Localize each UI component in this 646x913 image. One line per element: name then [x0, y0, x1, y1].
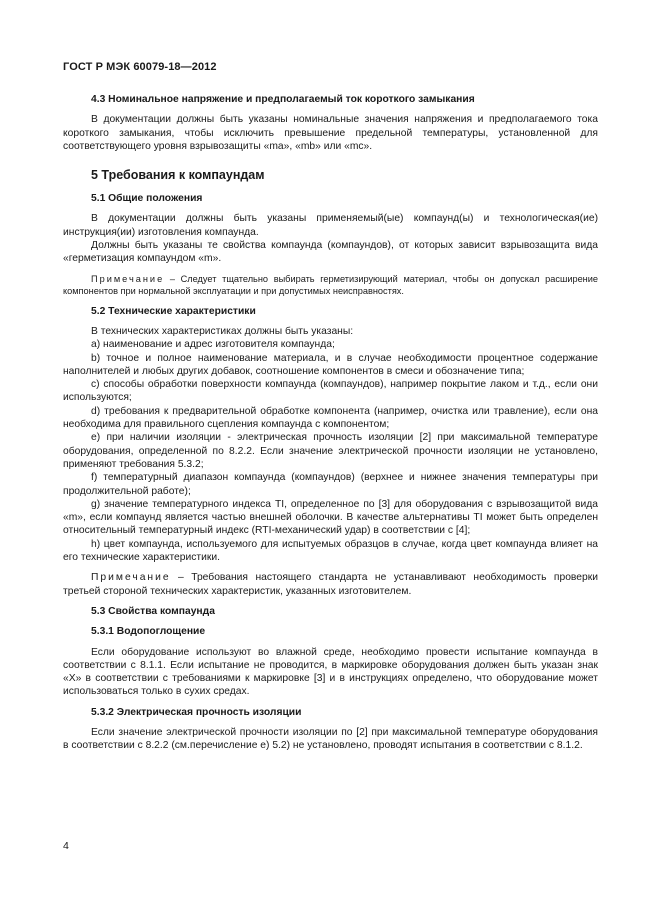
- section-5-3-2-heading: 5.3.2 Электрическая прочность изоляции: [91, 706, 302, 718]
- list-item: c) способы обработки поверхности компаунда (компаундов), например покрытие лаком и т.д., если они используются;: [63, 379, 598, 404]
- section-5-2-note: [63, 571, 598, 598]
- list-item: a) наименование и адрес изготовителя компаунда;: [91, 339, 335, 351]
- section-5-3-1-paragraph: Если оборудование используют во влажной среде, необходимо провести испытание компаунда в соответствии с 8.1.1. Если испытание не проводится, в маркировке оборудования должен быть указан знак «X» в соответствии с требованиями к маркировке [3] и в инструкциях определено, что оборудование может использоваться только в сухих средах.: [63, 646, 598, 698]
- note-label: Примечание: [91, 273, 165, 284]
- list-item: g) значение температурного индекса TI, определенное по [3] для оборудования с взрывозащитой вида «m», если компаунд является частью внешней оболочки. В качестве альтернативы TI может быть определен относительный температурный индекс (RTI-механический удар) в соответствии с [4];: [63, 498, 598, 537]
- note-text: – Следует тщательно выбирать герметизирующий материал, чтобы он допускал расширение компонентов при нормальной эксплуатации и при допустимых неисправностях.: [63, 273, 598, 297]
- section-5-2-heading: 5.2 Технические характеристики: [91, 305, 256, 317]
- section-5-heading: 5 Требования к компаундам: [91, 168, 265, 183]
- section-5-1-note: [63, 273, 598, 298]
- section-5-1-heading: 5.1 Общие положения: [91, 193, 203, 205]
- list-item: b) точное и полное наименование материала, и в случае необходимости процентное содержание наполнителей и любых других добавок, соотношение компонентов в смеси и обозначение типа;: [63, 352, 598, 377]
- section-5-3-1-heading: 5.3.1 Водопоглощение: [91, 626, 206, 638]
- section-5-3-heading: 5.3 Свойства компаунда: [91, 605, 215, 617]
- note-label: Примечание: [91, 572, 171, 584]
- section-5-3-2-paragraph: Если значение электрической прочности изоляции по [2] при максимальной температуре оборудования в соответствии с 8.2.2 (см.перечисление е) 5.2) не установлено, проводят испытания в соответствии с 8.1.2.: [63, 726, 598, 752]
- list-item: e) при наличии изоляции - электрическая прочность изоляции [2] при максимальной температуре оборудования, определенной по 8.2.2. Если значение электрической прочности изоляции не установлено, применяют требования 5.3.2;: [63, 432, 598, 470]
- page-number: 4: [63, 840, 69, 852]
- standard-header: ГОСТ Р МЭК 60079-18—2012: [63, 61, 217, 73]
- list-item: f) температурный диапазон компаунда (компаундов) (верхнее и нижнее значения температуры при продолжительной работе);: [63, 472, 598, 497]
- section-4-3-heading: 4.3 Номинальное напряжение и предполагаемый ток короткого замыкания: [91, 94, 475, 105]
- section-5-1-paragraph-2: Должны быть указаны те свойства компаунда (компаундов), от которых зависит взрывозащита вида «герметизация компаундом «m».: [63, 240, 598, 265]
- note-text: – Требования настоящего стандарта не устанавливают необходимость проверки третьей стороной технических характеристик, указанных изготовителем.: [63, 572, 598, 597]
- section-5-2-intro: В технических характеристиках должны быть указаны:: [91, 325, 354, 337]
- section-4-3-paragraph: В документации должны быть указаны номинальные значения напряжения и предполагаемого тока короткого замыкания, чтобы исключить превышение предельной температуры, установленной для соответствующего уровня взрывозащиты «ma», «mb» или «mc».: [63, 114, 598, 152]
- document-body: [63, 93, 598, 753]
- list-item: d) требования к предварительной обработке компонента (например, очистка или травление), если она необходима для правильного сцепления компаунда с компонентом;: [63, 405, 598, 431]
- list-item: h) цвет компаунда, используемого для испытуемых образцов в случае, когда цвет компаунда влияет на его технические характеристики.: [63, 538, 598, 564]
- section-5-1-paragraph-1: В документации должны быть указаны применяемый(ые) компаунд(ы) и технологическая(ие) инструкция(ии) изготовления компаунда.: [63, 213, 598, 238]
